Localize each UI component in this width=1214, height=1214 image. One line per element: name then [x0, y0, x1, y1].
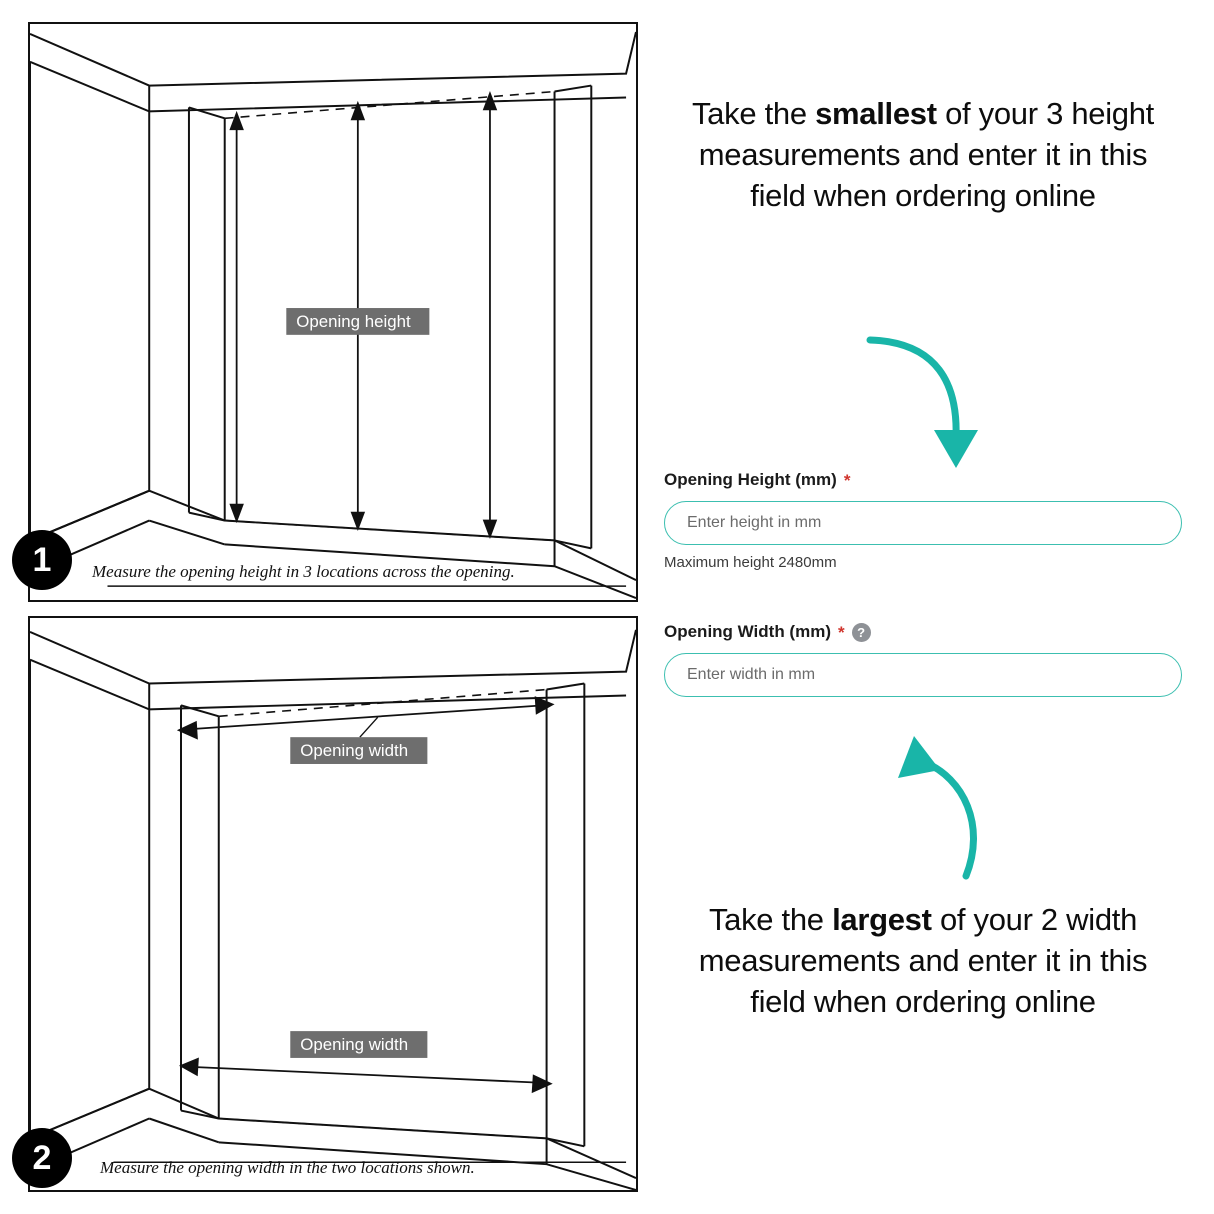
diagram-panel-height — [28, 22, 638, 602]
curved-arrow-down — [860, 330, 1000, 485]
opening-height-label — [664, 470, 1192, 490]
opening-height-hint: Maximum height 2480mm — [664, 554, 837, 571]
opening-height-input[interactable] — [664, 501, 1182, 545]
required-asterisk-height: * — [843, 470, 851, 490]
width-diagram-svg — [30, 618, 636, 1190]
opening-width-field-block — [664, 622, 1192, 697]
opening-width-label — [664, 622, 1192, 642]
curved-arrow-up — [890, 726, 1030, 891]
headline-smallest — [668, 94, 1178, 217]
diagram-panel-width — [28, 616, 638, 1192]
headline-bottom-part1: Take the — [708, 902, 833, 937]
headline-top-strong: smallest — [815, 96, 937, 131]
step-badge-1: 1 — [12, 530, 72, 590]
caption-step-1: Measure the opening height in 3 locations across the opening. — [92, 562, 515, 581]
curved-arrow-up-svg — [890, 726, 1030, 886]
opening-height-label-text: Opening Height (mm) — [664, 470, 837, 489]
opening-width-label-text: Opening Width (mm) — [664, 622, 831, 641]
required-asterisk-width: * — [838, 622, 845, 642]
caption-step-2: Measure the opening width in the two locations shown. — [100, 1158, 475, 1177]
headline-bottom-part2: of your 2 width measurements and enter it in this field when ordering online — [698, 902, 1148, 1019]
help-icon[interactable]: ? — [852, 623, 871, 642]
height-diagram-svg — [30, 24, 636, 600]
headline-top-part2: of your 3 height measurements and enter it in this field when ordering online — [698, 96, 1154, 213]
curved-arrow-down-svg — [860, 330, 1000, 480]
opening-height-field-block — [664, 470, 1192, 571]
instructions-column — [660, 0, 1200, 1214]
dim-label-opening-height: Opening height — [296, 311, 411, 331]
step-badge-2: 2 — [12, 1128, 72, 1188]
dim-label-opening-width-top: Opening width — [300, 741, 409, 761]
headline-largest — [668, 900, 1178, 1023]
headline-bottom-strong: largest — [832, 902, 932, 937]
headline-top-part1: Take the — [691, 96, 816, 131]
opening-width-input[interactable] — [664, 653, 1182, 697]
dim-label-opening-width-bottom: Opening width — [300, 1034, 409, 1054]
